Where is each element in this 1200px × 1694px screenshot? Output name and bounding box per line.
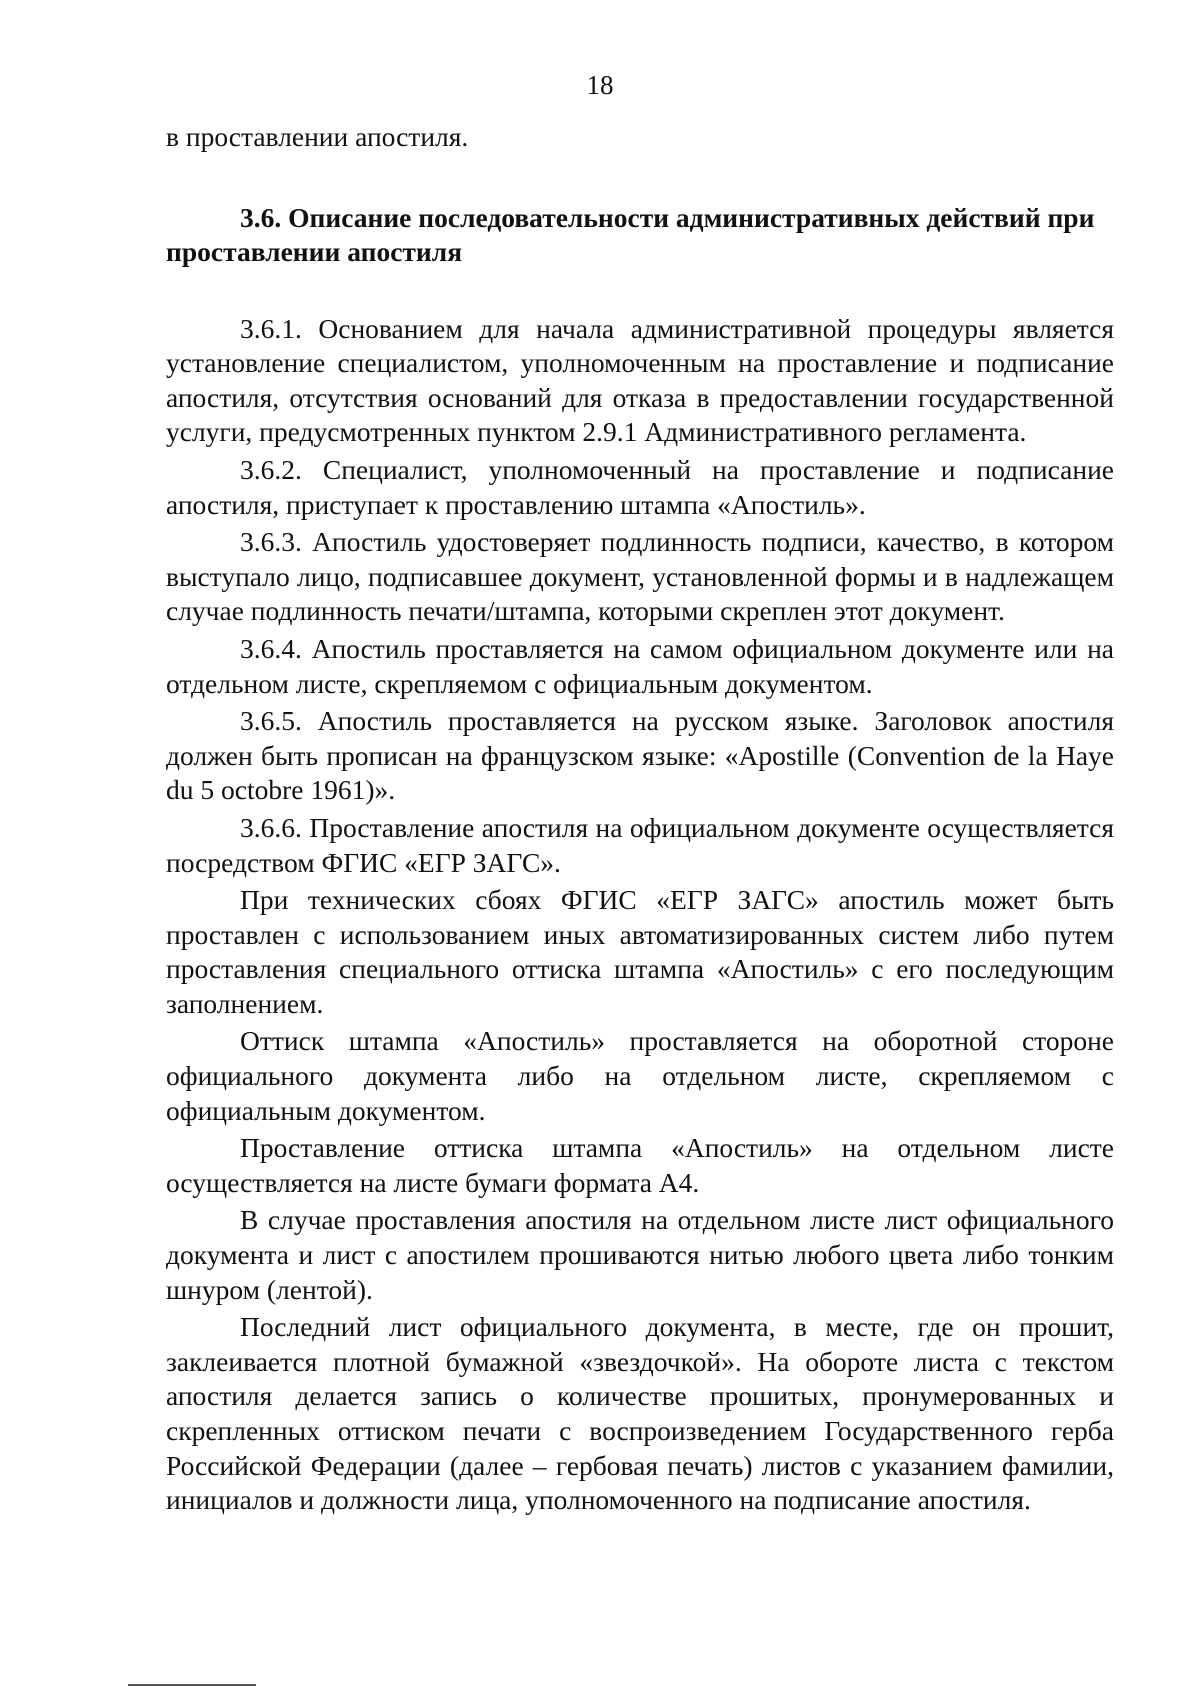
paragraph-technical-failures: При технических сбоях ФГИС «ЕГР ЗАГС» апостиль может быть проставлен с использованием иных автоматизированных систем либо путем проставления специального оттиска штампа «Апостиль» с его последующим заполнением. xyxy=(166,884,1114,1019)
paragraph-last-sheet: Последний лист официального документа, в месте, где он прошит, заклеивается плотной бумажной «звездочкой». На обороте листа с текстом апостиля делается запись о количестве прошитых, пронумерованных и скрепленных оттиском печати с воспроизведением Государственного герба Российской Федерации (далее – гербовая печать) листов с указанием фамилии, инициалов и должности лица, уполномоченного на подписание апостиля. xyxy=(166,1311,1114,1516)
paragraph-a4-sheet: Проставление оттиска штампа «Апостиль» на отдельном листе осуществляется на листе бумаги формата А4. xyxy=(166,1132,1114,1198)
paragraph-3-6-2: 3.6.2. Специалист, уполномоченный на проставление и подписание апостиля, приступает к проставлению штампа «Апостиль». xyxy=(166,453,1114,520)
paragraph-3-6-5: 3.6.5. Апостиль проставляется на русском языке. Заголовок апостиля должен быть прописан на французском языке: «Apostille (Convention de la Haye du 5 octobre 1961)». xyxy=(166,705,1114,806)
section-heading: 3.6. Описание последовательности административных действий при проставлении апостиля xyxy=(166,201,1095,267)
paragraph-3-6-1: 3.6.1. Основанием для начала административной процедуры является установление специалистом, уполномоченным на проставление и подписание апостиля, отсутствия оснований для отказа в предоставлении государственной услуги, предусмотренных пунктом 2.9.1 Административного регламента. xyxy=(166,312,1114,448)
paragraph-3-6-3: 3.6.3. Апостиль удостоверяет подлинность подписи, качество, в котором выступало лицо, подписавшее документ, установленной формы и в надлежащем случае подлинность печати/штампа, которыми скреплен этот документ. xyxy=(166,526,1114,627)
page-number: 18 xyxy=(586,70,614,100)
paragraph-stamp-placement: Оттиск штампа «Апостиль» проставляется на оборотной стороне официального документа либо на отдельном листе, скрепляемом с официальным документом. xyxy=(166,1025,1114,1126)
paragraph-3-6-6: 3.6.6. Проставление апостиля на официальном документе осуществляется посредством ФГИС «ЕГР ЗАГС». xyxy=(166,811,1114,878)
paragraph-3-6-4: 3.6.4. Апостиль проставляется на самом официальном документе или на отдельном листе, скрепляемом с официальным документом. xyxy=(166,632,1114,699)
paragraph-binding: В случае проставления апостиля на отдельном листе лист официального документа и лист с апостилем прошиваются нитью любого цвета либо тонким шнуром (лентой). xyxy=(166,1204,1114,1305)
lead-text: в проставлении апостиля. xyxy=(166,121,469,152)
document-body xyxy=(166,120,1114,1521)
footer-divider xyxy=(128,1684,256,1686)
